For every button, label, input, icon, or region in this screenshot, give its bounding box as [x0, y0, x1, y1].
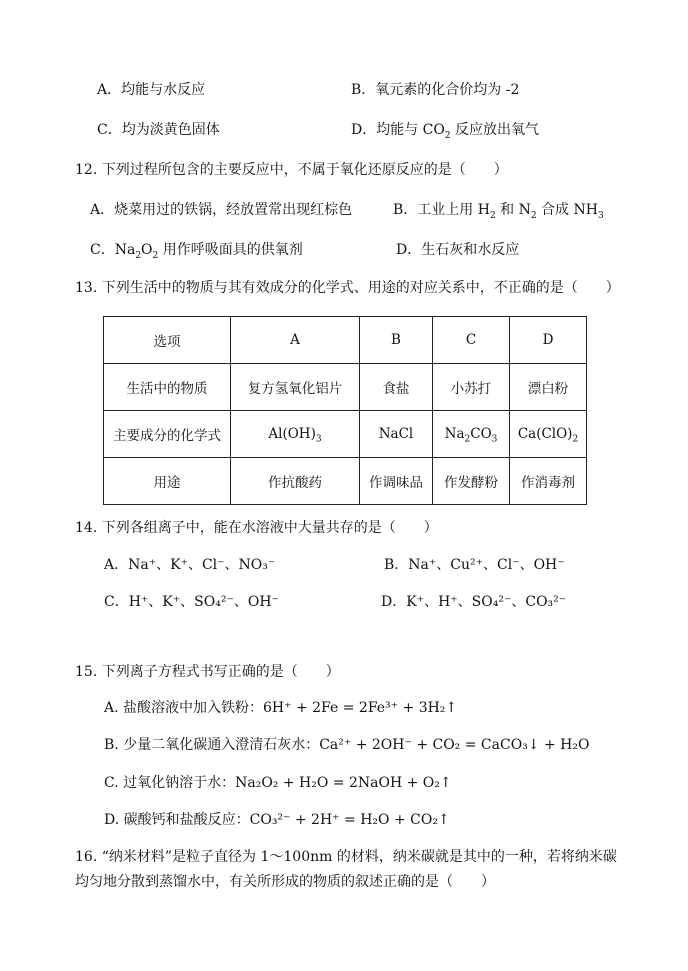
table-row: [104, 458, 587, 505]
q12-option-c-sub1: 2: [135, 250, 142, 261]
formula-part: Na: [444, 426, 465, 442]
q12-option-b-sub3: 3: [597, 210, 604, 221]
q11-option-d-pre: D．均能与 CO: [351, 122, 445, 138]
formula-part: CO: [470, 426, 492, 442]
q11-option-d-post: 反应放出氧气: [450, 122, 540, 138]
table-cell: [433, 411, 510, 458]
q12-option-c-pre: C．Na: [90, 242, 136, 258]
formula-part: Ca(ClO): [517, 426, 573, 442]
q14-option-b: B．Na⁺、Cu²⁺、Cl⁻、OH⁻: [384, 557, 565, 573]
table-cell: C: [433, 317, 510, 364]
table-cell: 作调味品: [360, 458, 433, 505]
q14-option-a: A．Na⁺、K⁺、Cl⁻、NO₃⁻: [104, 557, 276, 573]
q12-option-b-post: 合成 NH: [536, 202, 598, 218]
table-cell: 漂白粉: [510, 364, 587, 411]
table-cell: 作消毒剂: [510, 458, 587, 505]
q12-option-b-pre: B．工业上用 H: [393, 202, 490, 218]
q16-line-1: 16. “纳米材料”是粒子直径为 1～100nm 的材料，纳米碳就是其中的一种，若将纳米碳: [75, 849, 617, 865]
table-row: [104, 317, 587, 364]
table-cell: 选项: [104, 317, 231, 364]
q12-option-b-mid: 和 N: [495, 202, 531, 218]
q11-option-c: C．均为淡黄色固体: [97, 122, 220, 138]
q12-option-b-sub2: 2: [530, 210, 537, 221]
q12-option-c-post: 用作呼吸面具的供氧剂: [158, 242, 303, 258]
q16-line-2: 均匀地分散到蒸馏水中，有关所形成的物质的叙述正确的是（ ）: [75, 874, 495, 890]
q11-option-d-sub: 2: [444, 130, 451, 141]
q13-table: [103, 316, 587, 505]
formula-sub: 3: [491, 434, 498, 445]
q15-stem: 15. 下列离子方程式书写正确的是（ ）: [75, 664, 340, 680]
q12-option-d: D．生石灰和水反应: [396, 242, 520, 258]
q15-option-a: A. 盐酸溶液中加入铁粉：6H⁺ + 2Fe = 2Fe³⁺ + 3H₂↑: [104, 700, 458, 716]
table-cell: 用途: [104, 458, 231, 505]
q12-stem: 12. 下列过程所包含的主要反应中，不属于氧化还原反应的是（ ）: [75, 162, 508, 178]
table-cell: 小苏打: [433, 364, 510, 411]
q11-option-b-text: B．氧元素的化合价均为: [351, 82, 506, 98]
q14-option-d: D．K⁺、H⁺、SO₄²⁻、CO₃²⁻: [381, 594, 567, 610]
table-cell: D: [510, 317, 587, 364]
table-cell: NaCl: [360, 411, 433, 458]
q13-stem: 13. 下列生活中的物质与其有效成分的化学式、用途的对应关系中，不正确的是（ ）: [75, 280, 620, 296]
formula-sub: 3: [315, 434, 322, 445]
table-row: [104, 411, 587, 458]
q11-option-b-value: -2: [505, 82, 520, 98]
table-cell: 食盐: [360, 364, 433, 411]
q12-option-c: [90, 240, 303, 260]
table-cell: 复方氢氧化铝片: [231, 364, 360, 411]
table-cell: A: [231, 317, 360, 364]
table-cell: 生活中的物质: [104, 364, 231, 411]
q14-stem: 14. 下列各组离子中，能在水溶液中大量共存的是（ ）: [75, 520, 438, 536]
q12-option-b-sub1: 2: [489, 210, 496, 221]
q12-option-c-sub2: 2: [152, 250, 159, 261]
q12-option-c-mid: O: [141, 242, 153, 258]
table-row: [104, 364, 587, 411]
table-cell: [510, 411, 587, 458]
q12-option-a: A．烧菜用过的铁锅，经放置常出现红棕色: [90, 202, 353, 218]
q15-option-c: C. 过氧化钠溶于水：Na₂O₂ + H₂O = 2NaOH + O₂↑: [104, 775, 452, 791]
table-cell: [231, 411, 360, 458]
table-cell: 作抗酸药: [231, 458, 360, 505]
q12-option-b: [393, 200, 604, 220]
q11-option-a: A．均能与水反应: [97, 82, 206, 98]
q15-option-d: D. 碳酸钙和盐酸反应：CO₃²⁻ + 2H⁺ = H₂O + CO₂↑: [104, 812, 450, 828]
formula-al-oh: Al(OH): [268, 426, 316, 442]
table-cell: B: [360, 317, 433, 364]
q11-option-b: [351, 80, 519, 100]
formula-sub: 2: [572, 434, 579, 445]
table-cell: 主要成分的化学式: [104, 411, 231, 458]
formula-sub: 2: [464, 434, 471, 445]
q15-option-b: B. 少量二氧化碳通入澄清石灰水：Ca²⁺ + 2OH⁻ + CO₂ = CaCO₃↓ + H₂O: [104, 737, 590, 753]
table-cell: 作发酵粉: [433, 458, 510, 505]
q14-option-c: C．H⁺、K⁺、SO₄²⁻、OH⁻: [104, 594, 279, 610]
q11-option-d: [351, 120, 539, 140]
